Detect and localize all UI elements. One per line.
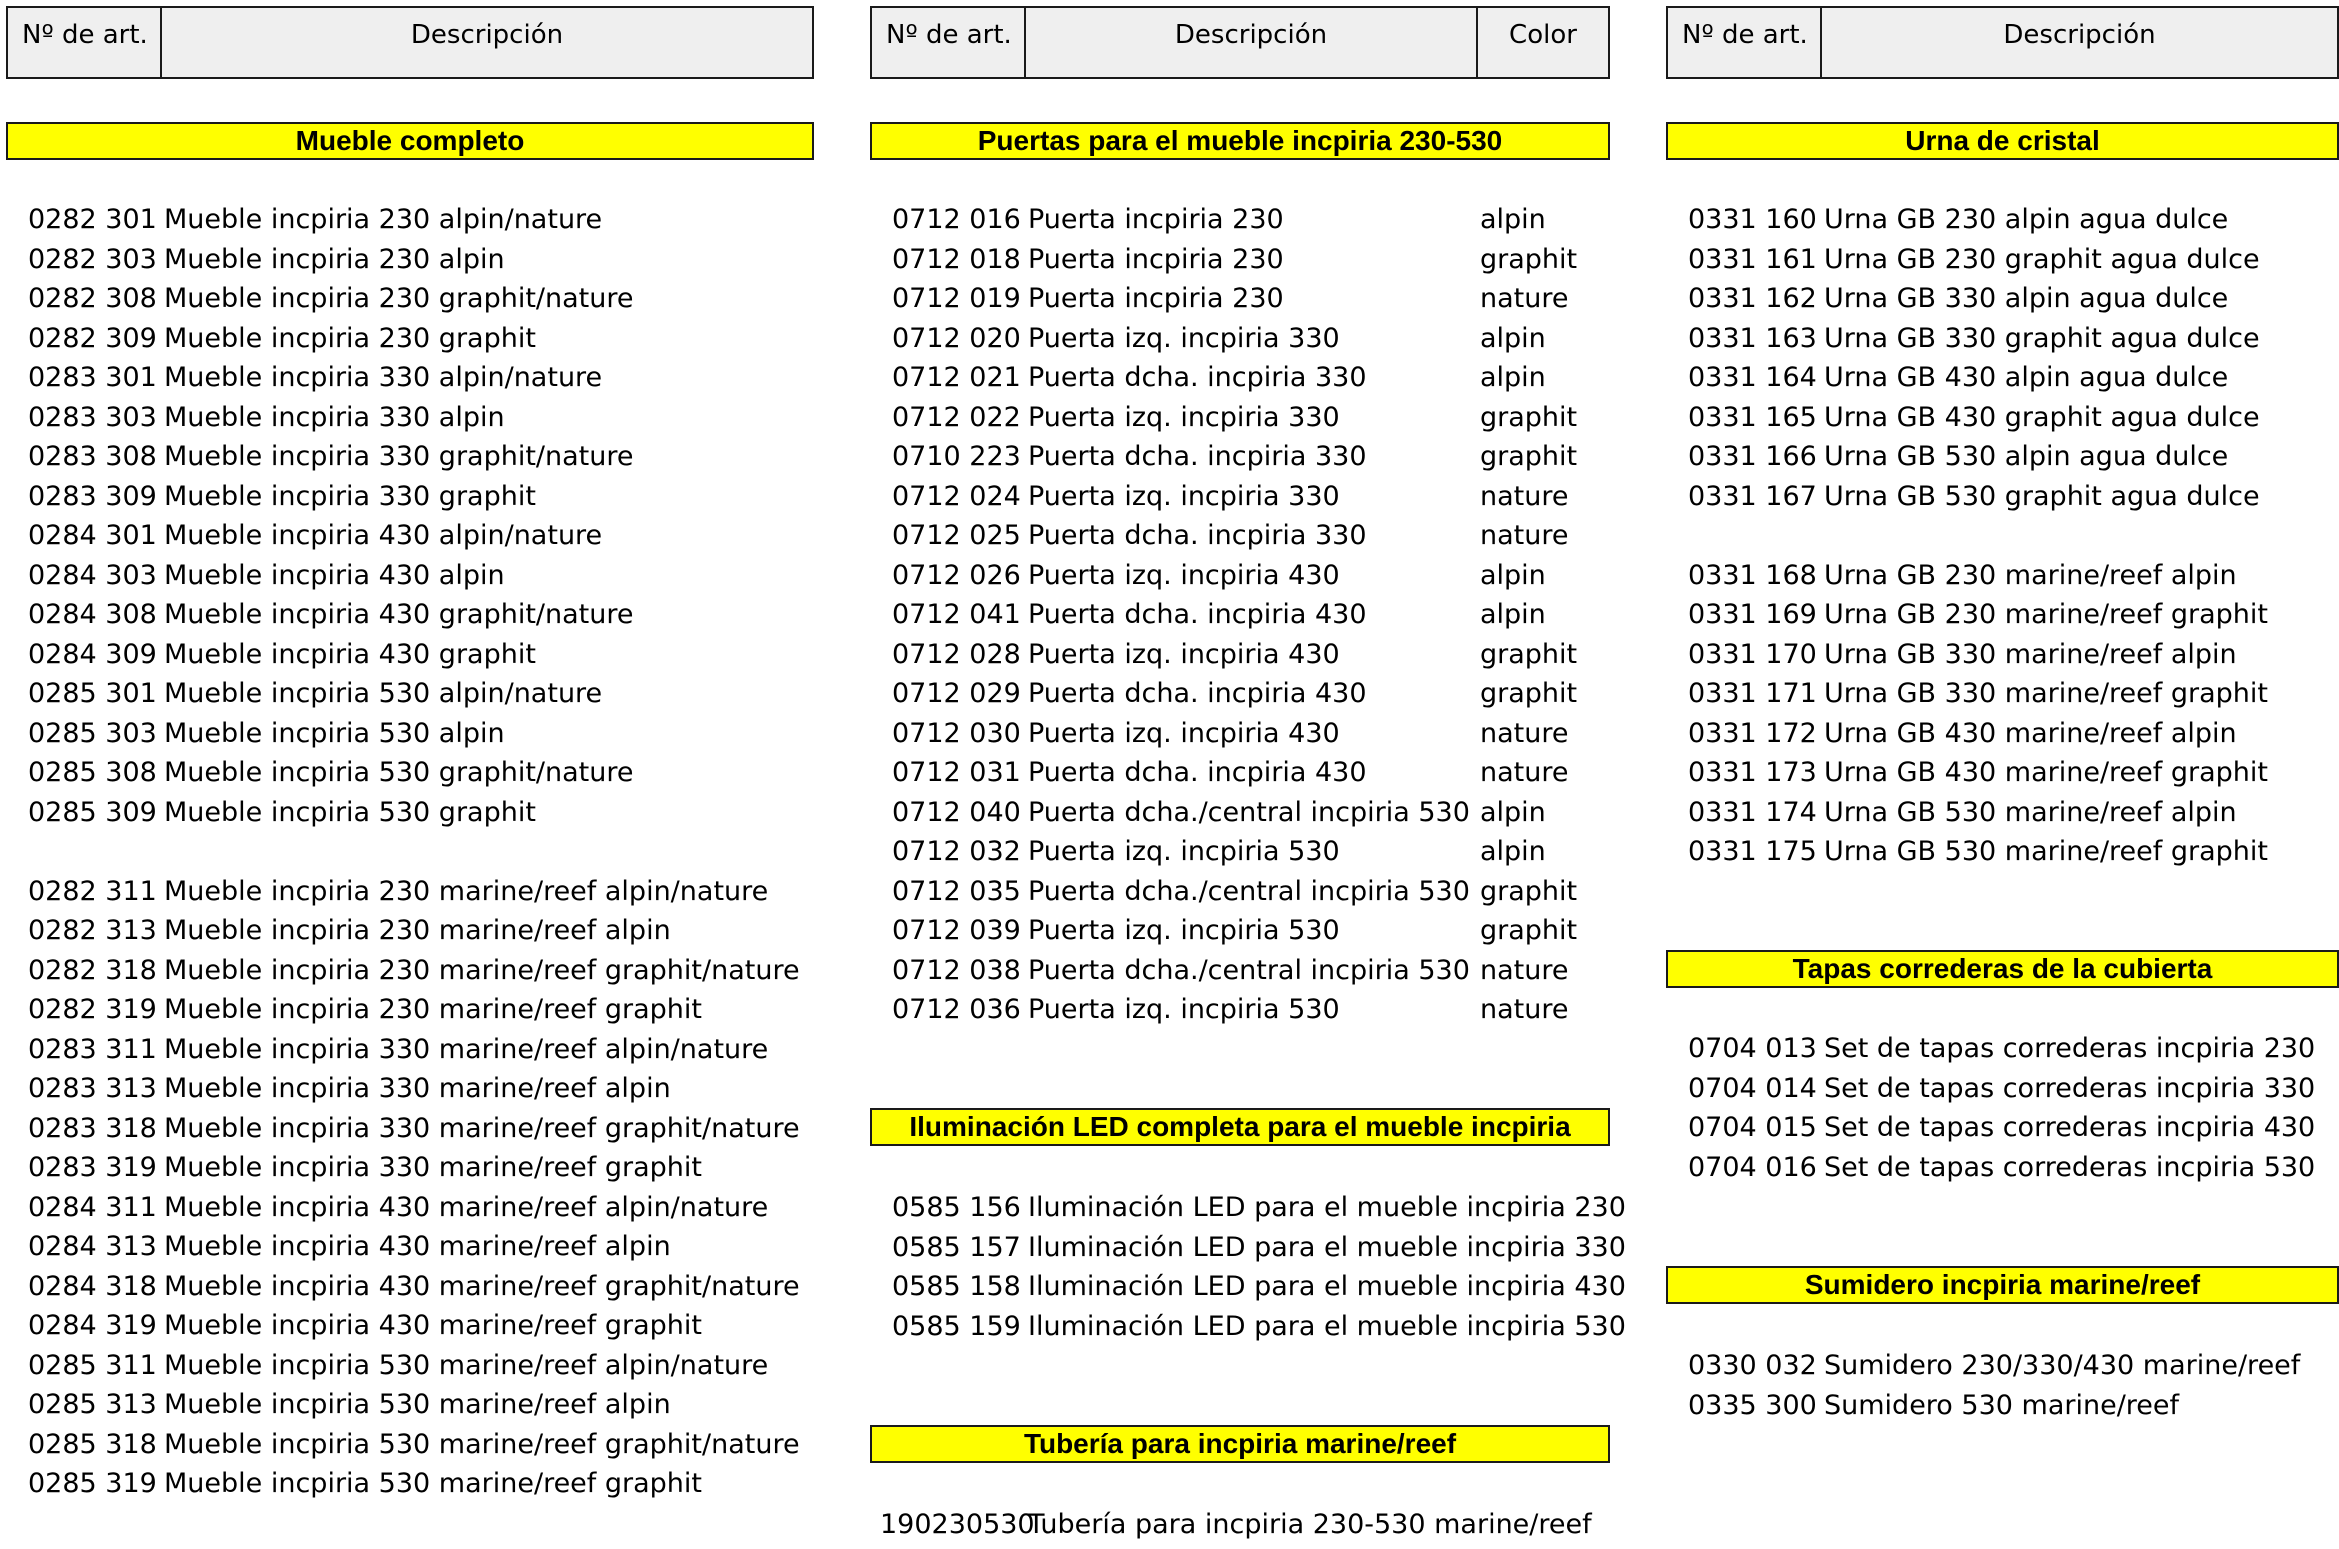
header-num: Nº de art. — [886, 20, 1012, 50]
article-description: Urna GB 230 marine/reef alpin — [1824, 559, 2237, 591]
article-description: Puerta izq. incpiria 530 — [1028, 994, 1340, 1025]
list-item — [28, 674, 808, 714]
list-item — [892, 911, 1602, 951]
list-item — [28, 1030, 808, 1070]
article-description: Iluminación LED para el mueble incpiria 330 — [1028, 1231, 1626, 1263]
article-description: Puerta incpiria 230 — [1028, 204, 1284, 235]
article-description: Set de tapas correderas incpiria 230 — [1824, 1033, 2316, 1064]
section-led: Iluminación LED completa para el mueble incpiria — [870, 1108, 1610, 1146]
list-item — [28, 437, 808, 477]
header-col2 — [870, 6, 1610, 79]
list-urna — [1688, 200, 2338, 872]
article-number: 0335 300 — [1688, 1389, 1817, 1421]
article-number: 0331 173 — [1688, 757, 1817, 788]
header-desc: Descripción — [1024, 8, 1476, 77]
list-item — [1688, 437, 2338, 477]
list-item — [28, 477, 808, 517]
list-item — [892, 714, 1602, 754]
article-color: alpin — [1480, 204, 1546, 235]
article-number: 0283 313 — [28, 1073, 157, 1104]
article-description: Mueble incpiria 430 marine/reef alpin/nature — [164, 1191, 769, 1223]
article-number: 0283 319 — [28, 1152, 157, 1183]
article-description: Puerta dcha. incpiria 330 — [1028, 520, 1367, 551]
article-description: Mueble incpiria 530 graphit — [164, 796, 536, 828]
article-description: Mueble incpiria 330 alpin/nature — [164, 362, 603, 393]
article-number: 0284 311 — [28, 1191, 157, 1223]
article-number: 0712 022 — [892, 401, 1021, 433]
article-number: 0331 165 — [1688, 401, 1817, 433]
article-number: 0331 160 — [1688, 204, 1817, 235]
article-description: Puerta izq. incpiria 330 — [1028, 401, 1340, 433]
list-item — [1688, 793, 2338, 833]
article-description: Mueble incpiria 530 alpin/nature — [164, 678, 603, 709]
list-item — [1688, 200, 2338, 240]
article-number: 0712 030 — [892, 717, 1021, 749]
list-item — [28, 398, 808, 438]
article-number: 0710 223 — [892, 441, 1021, 472]
article-number: 0285 309 — [28, 796, 157, 828]
list-item — [1688, 1386, 2338, 1426]
article-description: Puerta incpiria 230 — [1028, 243, 1284, 275]
article-number: 0585 159 — [892, 1310, 1021, 1342]
article-description: Puerta dcha. incpiria 430 — [1028, 757, 1367, 788]
article-number: 0331 161 — [1688, 243, 1817, 275]
article-number: 0712 028 — [892, 638, 1021, 670]
article-description: Puerta dcha. incpiria 330 — [1028, 362, 1367, 393]
article-number: 0712 038 — [892, 954, 1021, 986]
list-item — [1688, 1069, 2338, 1109]
list-item — [892, 1307, 1626, 1347]
list-item — [28, 358, 808, 398]
article-color: graphit — [1480, 915, 1578, 946]
article-number: 0331 175 — [1688, 836, 1817, 867]
article-number: 0331 170 — [1688, 638, 1817, 670]
article-number: 0712 039 — [892, 915, 1021, 946]
header-num: Nº de art. — [22, 20, 148, 50]
article-description: Puerta izq. incpiria 430 — [1028, 559, 1340, 591]
article-number: 0331 168 — [1688, 559, 1817, 591]
article-description: Puerta izq. incpiria 530 — [1028, 915, 1340, 946]
article-number: 0284 301 — [28, 520, 157, 551]
article-description: Urna GB 430 alpin agua dulce — [1824, 362, 2229, 393]
article-description: Mueble incpiria 230 graphit — [164, 322, 536, 354]
section-urna: Urna de cristal — [1666, 122, 2339, 160]
article-description: Urna GB 230 marine/reef graphit — [1824, 599, 2268, 630]
article-description: Urna GB 530 marine/reef alpin — [1824, 796, 2237, 828]
article-number: 0330 032 — [1688, 1350, 1817, 1381]
article-number: 0285 319 — [28, 1468, 157, 1499]
article-description: Mueble incpiria 230 marine/reef alpin — [164, 915, 671, 946]
article-description: Mueble incpiria 430 marine/reef graphit — [164, 1310, 703, 1341]
article-description: Sumidero 230/330/430 marine/reef — [1824, 1350, 2301, 1381]
list-item — [28, 635, 808, 675]
section-tuberia: Tubería para incpiria marine/reef — [870, 1425, 1610, 1463]
article-number: 0283 309 — [28, 480, 157, 512]
list-item — [892, 240, 1602, 280]
list-item — [28, 1188, 808, 1228]
list-item — [892, 200, 1602, 240]
list-item — [892, 1267, 1626, 1307]
article-color: graphit — [1480, 401, 1578, 433]
article-description: Puerta izq. incpiria 330 — [1028, 322, 1340, 354]
list-item — [892, 358, 1602, 398]
list-item — [28, 279, 808, 319]
article-number: 0331 166 — [1688, 441, 1817, 472]
article-color: alpin — [1480, 322, 1546, 354]
article-number: 0285 308 — [28, 757, 157, 788]
list-item — [892, 753, 1602, 793]
list-tuberia — [880, 1505, 1600, 1545]
article-description: Mueble incpiria 330 marine/reef alpin — [164, 1073, 671, 1104]
list-item — [28, 1346, 808, 1386]
list-mueble — [28, 200, 808, 1504]
article-description: Mueble incpiria 530 marine/reef alpin/nature — [164, 1349, 769, 1381]
list-item — [28, 595, 808, 635]
article-color: alpin — [1480, 559, 1546, 591]
list-item — [28, 1069, 808, 1109]
list-item — [28, 1227, 808, 1267]
header-col3 — [1666, 6, 2339, 79]
article-description: Urna GB 230 graphit agua dulce — [1824, 243, 2260, 275]
article-description: Mueble incpiria 430 marine/reef alpin — [164, 1231, 671, 1262]
article-number: 0282 301 — [28, 204, 157, 235]
article-number: 0282 309 — [28, 322, 157, 354]
article-description: Mueble incpiria 230 alpin — [164, 243, 505, 275]
list-item — [892, 556, 1602, 596]
list-item — [892, 951, 1602, 991]
list-item — [1688, 1346, 2338, 1386]
article-description: Mueble incpiria 530 marine/reef alpin — [164, 1389, 671, 1420]
list-item — [28, 1425, 808, 1465]
list-item — [1688, 279, 2338, 319]
article-number: 0585 157 — [892, 1231, 1021, 1263]
article-description: Urna GB 330 graphit agua dulce — [1824, 322, 2260, 354]
article-number: 0282 319 — [28, 994, 157, 1025]
section-sumidero: Sumidero incpiria marine/reef — [1666, 1266, 2339, 1304]
list-item — [28, 714, 808, 754]
list-item — [892, 437, 1602, 477]
list-item — [28, 872, 808, 912]
article-description: Iluminación LED para el mueble incpiria 230 — [1028, 1192, 1626, 1223]
list-item — [1688, 1029, 2338, 1069]
article-number: 0283 301 — [28, 362, 157, 393]
article-description: Puerta izq. incpiria 430 — [1028, 638, 1340, 670]
article-number: 0331 174 — [1688, 796, 1817, 828]
article-number: 0704 015 — [1688, 1112, 1817, 1143]
article-number: 0331 163 — [1688, 322, 1817, 354]
article-description: Puerta dcha. incpiria 430 — [1028, 678, 1367, 709]
article-number: 0712 026 — [892, 559, 1021, 591]
article-description: Set de tapas correderas incpiria 430 — [1824, 1112, 2316, 1143]
article-number: 0331 169 — [1688, 599, 1817, 630]
article-number: 0284 303 — [28, 559, 157, 591]
list-item — [892, 832, 1602, 872]
list-item — [28, 1109, 808, 1149]
article-number: 0712 018 — [892, 243, 1021, 275]
list-item — [1688, 595, 2338, 635]
article-number: 0712 031 — [892, 757, 1021, 788]
article-color: graphit — [1480, 638, 1578, 670]
list-item — [892, 477, 1602, 517]
header-num: Nº de art. — [1682, 20, 1808, 50]
article-description: Puerta dcha. incpiria 430 — [1028, 599, 1367, 630]
article-color: nature — [1480, 283, 1569, 314]
article-number: 0331 162 — [1688, 283, 1817, 314]
article-color: graphit — [1480, 678, 1578, 709]
article-description: Puerta incpiria 230 — [1028, 283, 1284, 314]
article-description: Urna GB 430 marine/reef alpin — [1824, 717, 2237, 749]
article-description: Mueble incpiria 330 marine/reef graphit/nature — [164, 1112, 800, 1144]
article-description: Set de tapas correderas incpiria 330 — [1824, 1072, 2316, 1104]
article-number: 0712 041 — [892, 599, 1021, 630]
article-number: 0285 313 — [28, 1389, 157, 1420]
article-description: Puerta izq. incpiria 430 — [1028, 717, 1340, 749]
header-color: Color — [1476, 8, 1608, 77]
list-item — [1688, 358, 2338, 398]
article-color: alpin — [1480, 836, 1546, 867]
list-item — [892, 635, 1602, 675]
header-col1 — [6, 6, 814, 79]
article-number: 0712 019 — [892, 283, 1021, 314]
article-description: Mueble incpiria 230 alpin/nature — [164, 204, 603, 235]
article-description: Mueble incpiria 430 graphit — [164, 638, 536, 670]
article-number: 0712 021 — [892, 362, 1021, 393]
article-description: Mueble incpiria 230 marine/reef graphit — [164, 994, 703, 1025]
article-number: 0712 025 — [892, 520, 1021, 551]
article-description: Urna GB 530 alpin agua dulce — [1824, 441, 2229, 472]
article-color: nature — [1480, 994, 1569, 1025]
list-item — [28, 951, 808, 991]
article-description: Mueble incpiria 530 marine/reef graphit/nature — [164, 1428, 800, 1460]
article-description: Mueble incpiria 230 marine/reef graphit/nature — [164, 954, 800, 986]
article-description: Puerta dcha./central incpiria 530 — [1028, 954, 1470, 986]
list-item — [1688, 753, 2338, 793]
list-item — [1688, 674, 2338, 714]
article-number: 0282 311 — [28, 875, 157, 907]
list-item — [892, 1188, 1626, 1228]
list-item — [28, 1306, 808, 1346]
article-number: 0284 319 — [28, 1310, 157, 1341]
article-number: 190230530 — [880, 1509, 1035, 1540]
list-item — [1688, 398, 2338, 438]
list-item — [1688, 516, 2338, 556]
article-color: graphit — [1480, 441, 1578, 472]
article-description: Mueble incpiria 530 graphit/nature — [164, 757, 634, 788]
header-desc: Descripción — [1820, 8, 2337, 77]
list-item — [1688, 1108, 2338, 1148]
article-number: 0283 303 — [28, 401, 157, 433]
article-number: 0712 035 — [892, 875, 1021, 907]
list-item — [28, 556, 808, 596]
article-color: alpin — [1480, 796, 1546, 828]
article-description: Urna GB 530 graphit agua dulce — [1824, 480, 2260, 512]
article-description: Urna GB 530 marine/reef graphit — [1824, 836, 2268, 867]
list-item — [892, 1228, 1626, 1268]
article-description: Mueble incpiria 330 graphit/nature — [164, 441, 634, 472]
article-description: Urna GB 330 marine/reef alpin — [1824, 638, 2237, 670]
article-color: nature — [1480, 954, 1569, 986]
article-description: Mueble incpiria 330 alpin — [164, 401, 505, 433]
article-color: nature — [1480, 480, 1569, 512]
list-item — [1688, 477, 2338, 517]
article-color: graphit — [1480, 875, 1578, 907]
list-item — [892, 674, 1602, 714]
article-description: Set de tapas correderas incpiria 530 — [1824, 1151, 2316, 1183]
article-description: Puerta izq. incpiria 530 — [1028, 836, 1340, 867]
section-puertas: Puertas para el mueble incpiria 230-530 — [870, 122, 1610, 160]
article-number: 0283 308 — [28, 441, 157, 472]
list-item — [28, 319, 808, 359]
article-number: 0331 172 — [1688, 717, 1817, 749]
list-item — [28, 1385, 808, 1425]
article-number: 0704 014 — [1688, 1072, 1817, 1104]
article-number: 0282 318 — [28, 954, 157, 986]
article-number: 0712 016 — [892, 204, 1021, 235]
list-item — [892, 319, 1602, 359]
article-description: Mueble incpiria 530 marine/reef graphit — [164, 1468, 703, 1499]
article-number: 0282 313 — [28, 915, 157, 946]
article-description: Puerta dcha. incpiria 330 — [1028, 441, 1367, 472]
article-description: Urna GB 430 marine/reef graphit — [1824, 757, 2268, 788]
list-item — [28, 793, 808, 833]
article-description: Mueble incpiria 530 alpin — [164, 717, 505, 749]
article-description: Puerta dcha./central incpiria 530 — [1028, 796, 1470, 828]
article-number: 0712 036 — [892, 994, 1021, 1025]
list-item — [28, 911, 808, 951]
article-number: 0285 311 — [28, 1349, 157, 1381]
section-mueble-completo: Mueble completo — [6, 122, 814, 160]
article-description: Mueble incpiria 430 marine/reef graphit/nature — [164, 1270, 800, 1302]
article-description: Puerta dcha./central incpiria 530 — [1028, 875, 1470, 907]
list-item — [892, 793, 1602, 833]
article-number: 0285 303 — [28, 717, 157, 749]
article-description: Urna GB 230 alpin agua dulce — [1824, 204, 2229, 235]
article-description: Puerta izq. incpiria 330 — [1028, 480, 1340, 512]
article-description: Tubería para incpiria 230-530 marine/reef — [1028, 1509, 1592, 1540]
article-description: Mueble incpiria 430 alpin — [164, 559, 505, 591]
article-color: alpin — [1480, 362, 1546, 393]
list-item — [28, 200, 808, 240]
article-color: nature — [1480, 717, 1569, 749]
list-item — [28, 990, 808, 1030]
list-item — [892, 595, 1602, 635]
article-number: 0585 158 — [892, 1271, 1021, 1302]
article-description: Mueble incpiria 230 marine/reef alpin/nature — [164, 875, 769, 907]
list-item — [1688, 635, 2338, 675]
list-item — [28, 1267, 808, 1307]
list-led — [892, 1188, 1626, 1346]
article-number: 0712 029 — [892, 678, 1021, 709]
article-number: 0712 024 — [892, 480, 1021, 512]
article-description: Urna GB 330 alpin agua dulce — [1824, 283, 2229, 314]
list-item — [892, 398, 1602, 438]
article-color: graphit — [1480, 243, 1578, 275]
list-item — [28, 240, 808, 280]
list-item — [880, 1505, 1600, 1545]
article-number: 0331 164 — [1688, 362, 1817, 393]
article-color: nature — [1480, 520, 1569, 551]
list-puertas — [892, 200, 1602, 1030]
article-number: 0712 040 — [892, 796, 1021, 828]
article-number: 0712 032 — [892, 836, 1021, 867]
article-number: 0331 167 — [1688, 480, 1817, 512]
list-item — [1688, 714, 2338, 754]
article-description: Urna GB 430 graphit agua dulce — [1824, 401, 2260, 433]
list-item — [1688, 319, 2338, 359]
list-item — [892, 872, 1602, 912]
list-item — [892, 516, 1602, 556]
header-desc: Descripción — [160, 8, 812, 77]
article-color: nature — [1480, 757, 1569, 788]
article-number: 0283 311 — [28, 1033, 157, 1065]
list-item — [28, 1464, 808, 1504]
list-item — [28, 1148, 808, 1188]
article-number: 0285 318 — [28, 1428, 157, 1460]
article-description: Mueble incpiria 230 graphit/nature — [164, 283, 634, 314]
list-tapas — [1688, 1029, 2338, 1187]
article-number: 0282 308 — [28, 283, 157, 314]
list-item — [892, 990, 1602, 1030]
article-description: Mueble incpiria 330 marine/reef graphit — [164, 1152, 703, 1183]
article-number: 0282 303 — [28, 243, 157, 275]
list-sumidero — [1688, 1346, 2338, 1425]
article-description: Mueble incpiria 430 graphit/nature — [164, 599, 634, 630]
article-color: alpin — [1480, 599, 1546, 630]
article-number: 0284 318 — [28, 1270, 157, 1302]
article-number: 0585 156 — [892, 1192, 1021, 1223]
list-item — [1688, 832, 2338, 872]
list-item — [892, 279, 1602, 319]
article-number: 0284 308 — [28, 599, 157, 630]
article-number: 0704 013 — [1688, 1033, 1817, 1064]
article-number: 0331 171 — [1688, 678, 1817, 709]
list-item — [28, 832, 808, 872]
article-description: Iluminación LED para el mueble incpiria 530 — [1028, 1310, 1626, 1342]
article-number: 0284 309 — [28, 638, 157, 670]
article-number: 0704 016 — [1688, 1151, 1817, 1183]
article-number: 0283 318 — [28, 1112, 157, 1144]
list-item — [1688, 556, 2338, 596]
article-number: 0712 020 — [892, 322, 1021, 354]
list-item — [1688, 240, 2338, 280]
list-item — [28, 753, 808, 793]
article-description: Iluminación LED para el mueble incpiria 430 — [1028, 1271, 1626, 1302]
list-item — [1688, 1148, 2338, 1188]
article-description: Mueble incpiria 330 graphit — [164, 480, 536, 512]
article-number: 0285 301 — [28, 678, 157, 709]
article-description: Mueble incpiria 430 alpin/nature — [164, 520, 603, 551]
section-tapas: Tapas correderas de la cubierta — [1666, 950, 2339, 988]
list-item — [28, 516, 808, 556]
article-number: 0284 313 — [28, 1231, 157, 1262]
article-description: Sumidero 530 marine/reef — [1824, 1389, 2180, 1421]
article-description: Urna GB 330 marine/reef graphit — [1824, 678, 2268, 709]
article-description: Mueble incpiria 330 marine/reef alpin/nature — [164, 1033, 769, 1065]
